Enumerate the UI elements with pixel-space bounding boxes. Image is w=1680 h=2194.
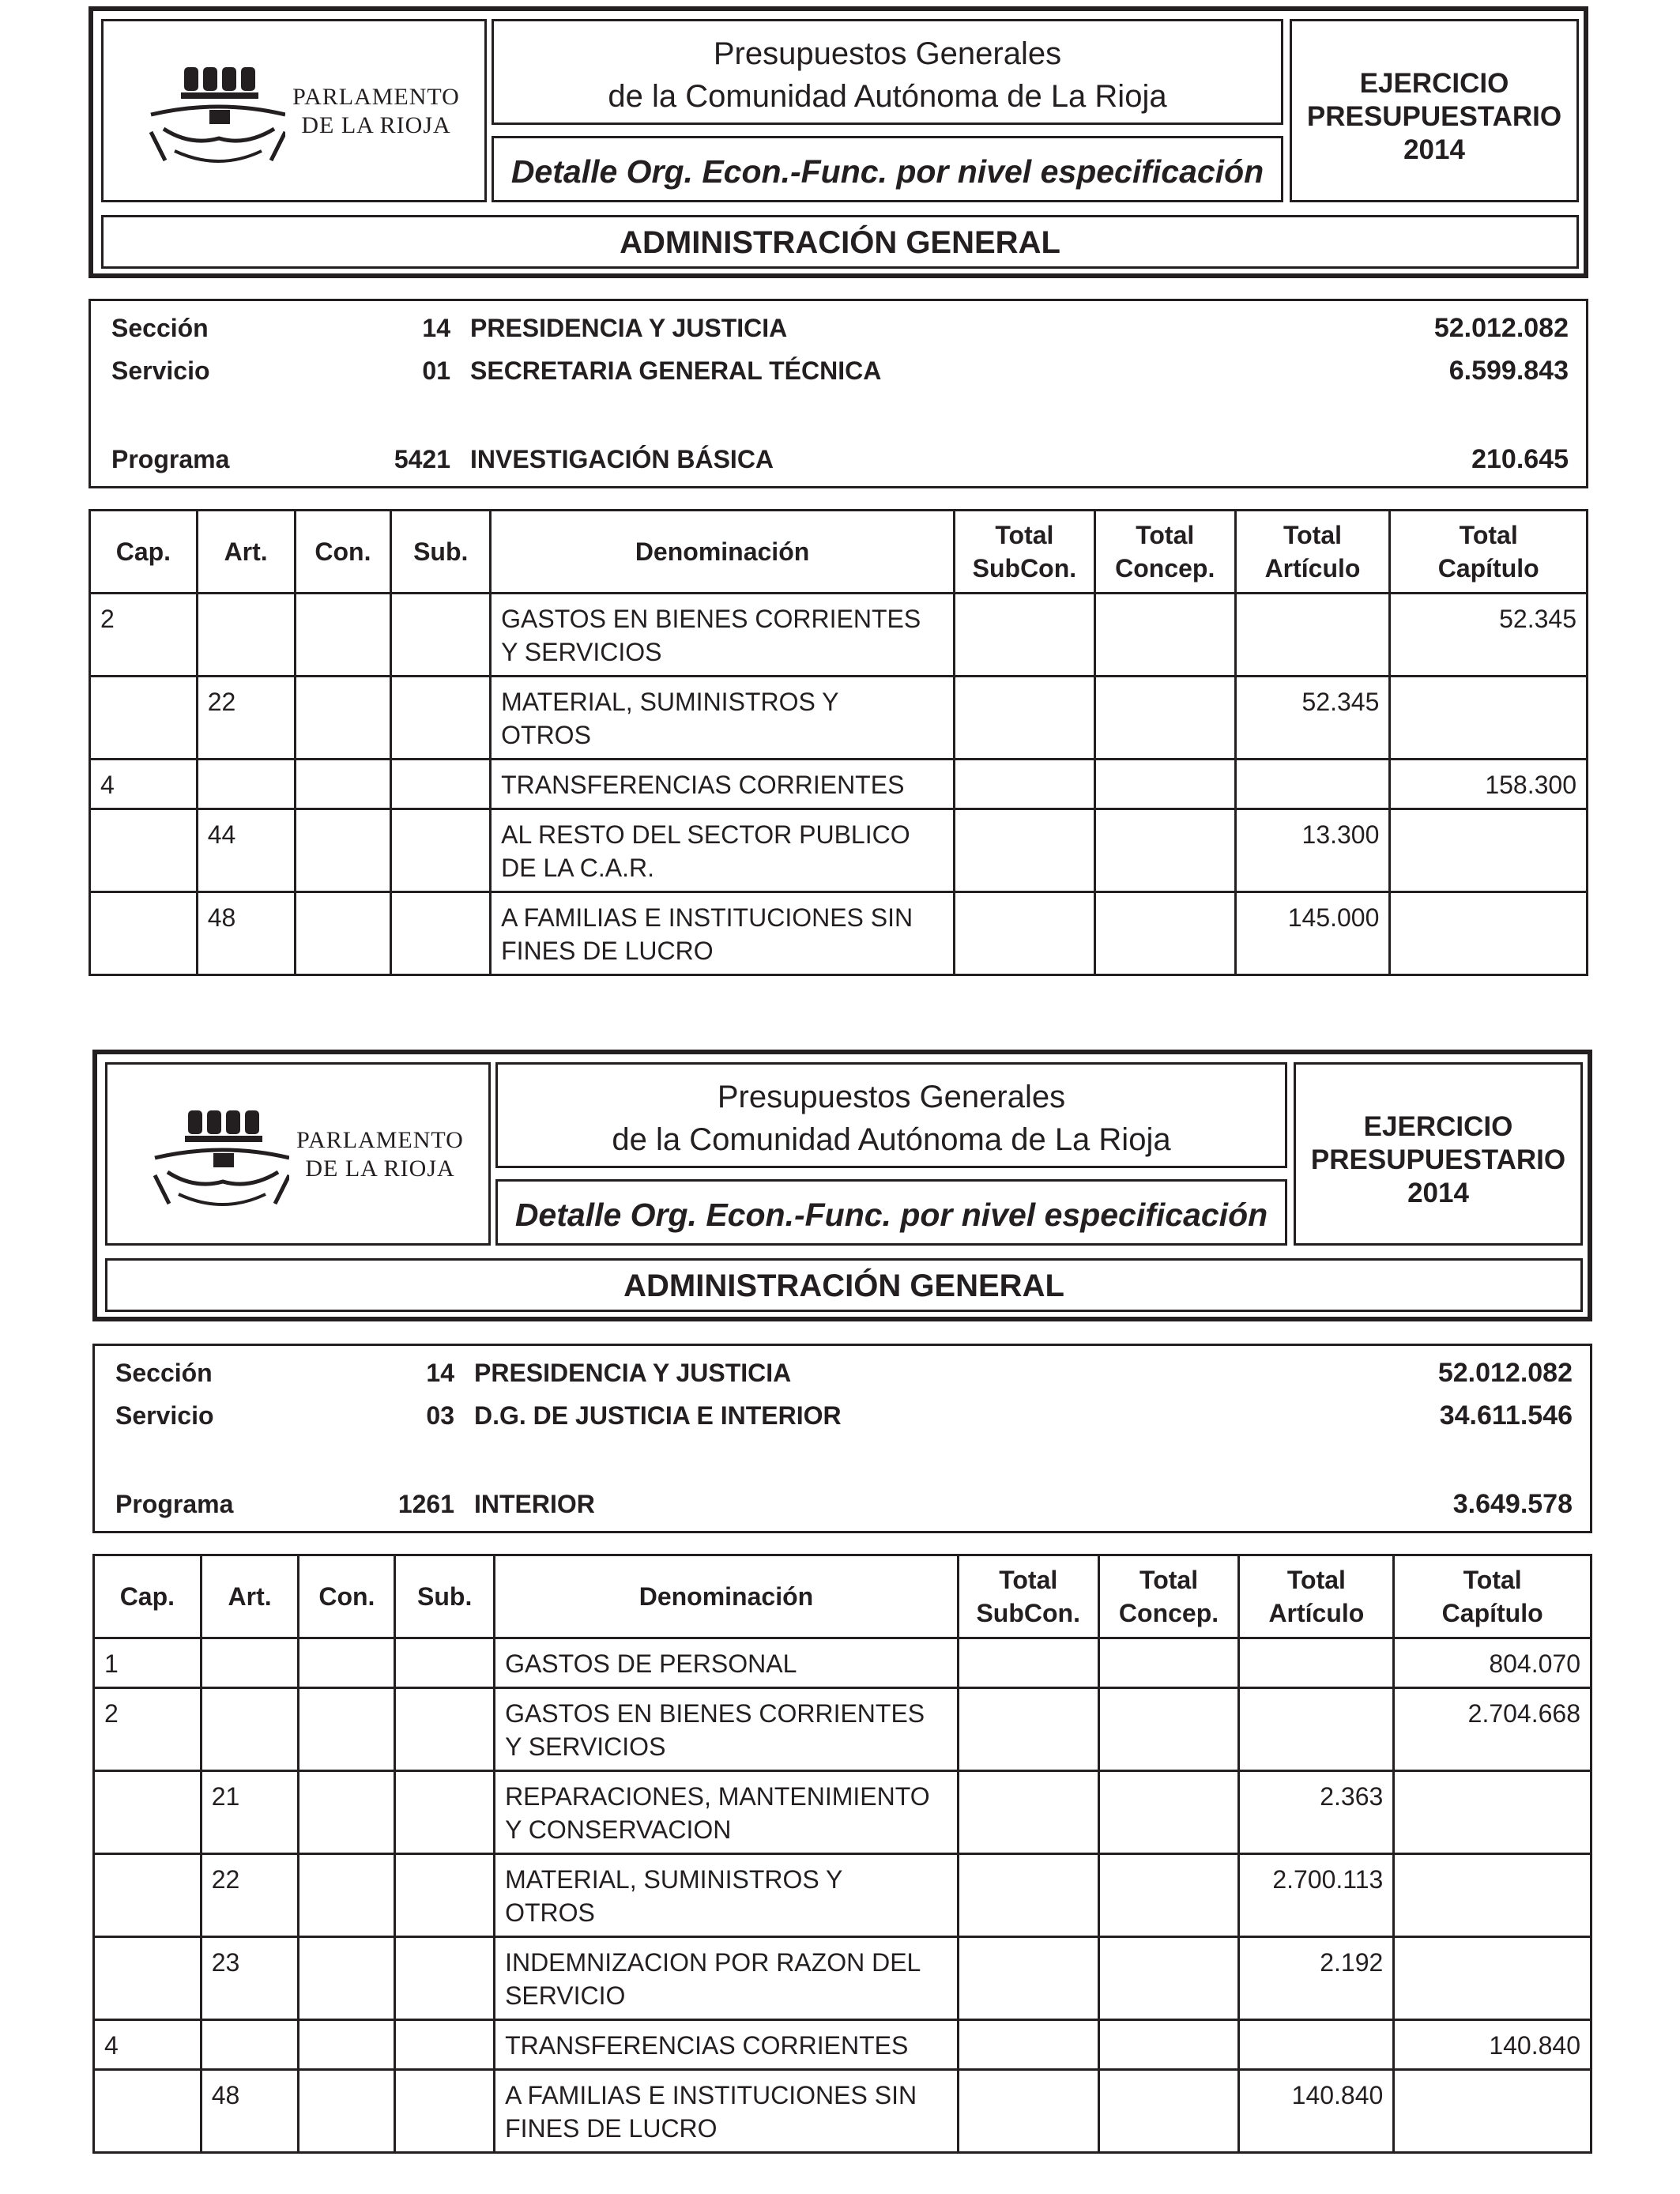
cell-cap [90,809,198,892]
cell-total-capitulo: 2.704.668 [1394,1688,1591,1771]
cell-cap [94,1854,202,1937]
denominacion-line2: FINES DE LUCRO [501,937,714,965]
cell-total-articulo: 140.840 [1239,2070,1394,2153]
cell-denominacion [491,594,955,677]
col-total-capitulo [1394,1555,1591,1638]
denominacion-line1: GASTOS DE PERSONAL [505,1649,797,1678]
cell-art: 22 [197,677,295,760]
cell-denominacion [495,1937,959,2020]
table-row [94,1937,1591,2020]
col-total-articulo [1235,511,1390,594]
col-total-concep-l2: Concep. [1115,554,1215,582]
cell-cap [94,1771,202,1854]
cell-total-capitulo [1390,677,1588,760]
table-row [90,809,1588,892]
cell-total-articulo: 2.700.113 [1239,1854,1394,1937]
servicio-code: 03 [426,1401,454,1430]
cell-total-subcon [954,677,1094,760]
subtitle-box: Detalle Org. Econ.-Func. por nivel especificación [492,136,1283,202]
programa-amount: 210.645 [1471,444,1569,474]
table-row [90,594,1588,677]
denominacion-line1: TRANSFERENCIAS CORRIENTES [501,771,905,799]
seccion-name: PRESIDENCIA Y JUSTICIA [470,314,788,342]
parliament-logo-icon [147,1096,289,1215]
cell-sub [395,1688,495,1771]
ejercicio-line2: PRESUPUESTARIO [1306,101,1562,132]
denominacion-line1: TRANSFERENCIAS CORRIENTES [505,2031,909,2060]
cell-total-capitulo [1390,892,1588,975]
cell-total-articulo [1235,760,1390,809]
denominacion-line2: OTROS [501,721,591,749]
cell-art [201,2020,299,2070]
cell-sub [391,677,491,760]
col-total-concep-l1: Total [1139,1566,1199,1594]
cell-con [299,1937,395,2020]
cell-sub [391,892,491,975]
logo-box [105,1062,491,1246]
seccion-label: Sección [111,314,209,342]
programa-label: Programa [115,1490,234,1518]
col-total-capitulo-l2: Capítulo [1441,1599,1543,1627]
table-row [94,1638,1591,1688]
logo-line1: PARLAMENTO [292,84,460,110]
cell-cap [90,892,198,975]
cell-total-capitulo: 52.345 [1390,594,1588,677]
table-row [90,760,1588,809]
cell-denominacion [495,1638,959,1688]
section-info [89,299,1588,488]
cell-total-concep [1098,2020,1239,2070]
col-total-subcon [958,1555,1098,1638]
denominacion-line2: Y SERVICIOS [501,638,662,666]
col-sub: Sub. [395,1555,495,1638]
table-row [94,2070,1591,2153]
section-info [92,1344,1592,1533]
cell-denominacion [491,809,955,892]
servicio-row [91,355,1586,386]
cell-art: 48 [197,892,295,975]
cell-denominacion [491,892,955,975]
programa-label: Programa [111,445,230,473]
cell-cap: 4 [94,2020,202,2070]
col-total-capitulo [1390,511,1588,594]
cell-con [299,2070,395,2153]
cell-total-capitulo [1394,1937,1591,2020]
cell-total-articulo [1235,594,1390,677]
col-cap: Cap. [94,1555,202,1638]
col-cap: Cap. [90,511,198,594]
denominacion-line1: INDEMNIZACION POR RAZON DEL [505,1948,921,1977]
admin-title: ADMINISTRACIÓN GENERAL [101,215,1579,269]
cell-total-capitulo [1394,1771,1591,1854]
cell-total-capitulo [1390,809,1588,892]
cell-total-articulo: 52.345 [1235,677,1390,760]
cell-total-subcon [958,1638,1098,1688]
cell-con [295,594,391,677]
cell-total-concep [1098,1771,1239,1854]
cell-total-subcon [958,2070,1098,2153]
table-body [90,594,1588,975]
cell-art: 44 [197,809,295,892]
programa-row [91,443,1586,475]
cell-total-subcon [954,760,1094,809]
col-total-subcon-l2: SubCon. [976,1599,1080,1627]
programa-amount: 3.649.578 [1452,1489,1573,1519]
cell-sub [395,1771,495,1854]
denominacion-line1: A FAMILIAS E INSTITUCIONES SIN [501,903,913,932]
col-total-capitulo-l1: Total [1459,521,1518,549]
cell-total-concep [1098,2070,1239,2153]
cell-sub [391,809,491,892]
cell-denominacion [491,677,955,760]
denominacion-line2: FINES DE LUCRO [505,2114,718,2143]
title-line2: de la Comunidad Autónoma de La Rioja [612,1122,1171,1157]
col-art: Art. [197,511,295,594]
ejercicio-year: 2014 [1407,1178,1469,1208]
col-art: Art. [201,1555,299,1638]
cell-denominacion [495,2070,959,2153]
cell-total-concep [1098,1937,1239,2020]
cell-con [295,677,391,760]
programa-code: 1261 [397,1490,454,1518]
seccion-code: 14 [422,314,450,342]
cell-total-articulo: 145.000 [1235,892,1390,975]
table-row [94,1771,1591,1854]
parliament-logo-icon [143,53,285,172]
cell-total-subcon [958,1937,1098,2020]
cell-total-capitulo: 140.840 [1394,2020,1591,2070]
table-header-row [94,1555,1591,1638]
admin-title: ADMINISTRACIÓN GENERAL [105,1258,1583,1312]
budget-table [89,509,1588,976]
cell-sub [391,594,491,677]
cell-con [299,1688,395,1771]
cell-cap: 4 [90,760,198,809]
header-frame [92,1050,1592,1321]
cell-total-articulo: 13.300 [1235,809,1390,892]
title-box [495,1062,1287,1168]
cell-total-subcon [954,892,1094,975]
cell-sub [395,1638,495,1688]
cell-denominacion [495,2020,959,2070]
cell-con [299,1771,395,1854]
cell-art: 22 [201,1854,299,1937]
cell-con [299,1854,395,1937]
denominacion-line1: MATERIAL, SUMINISTROS Y [501,688,839,716]
subtitle-box: Detalle Org. Econ.-Func. por nivel especificación [495,1179,1287,1246]
cell-total-concep [1094,760,1235,809]
col-con: Con. [299,1555,395,1638]
servicio-amount: 6.599.843 [1448,356,1569,386]
col-total-articulo-l1: Total [1286,1566,1346,1594]
ejercicio-box [1290,19,1579,202]
cell-art [197,760,295,809]
denominacion-line1: AL RESTO DEL SECTOR PUBLICO [501,820,910,849]
denominacion-line2: OTROS [505,1898,595,1927]
cell-total-subcon [958,2020,1098,2070]
cell-total-concep [1098,1854,1239,1937]
servicio-row [95,1400,1590,1431]
seccion-row [91,312,1586,344]
cell-total-concep [1098,1688,1239,1771]
cell-total-subcon [954,594,1094,677]
col-total-capitulo-l1: Total [1463,1566,1522,1594]
denominacion-line1: A FAMILIAS E INSTITUCIONES SIN [505,2081,917,2109]
cell-total-articulo [1239,1688,1394,1771]
cell-cap: 1 [94,1638,202,1688]
programa-name: INTERIOR [474,1490,595,1518]
seccion-code: 14 [426,1359,454,1387]
servicio-name: SECRETARIA GENERAL TÉCNICA [470,356,882,385]
cell-total-subcon [958,1854,1098,1937]
logo-box [101,19,487,202]
col-total-subcon-l1: Total [995,521,1054,549]
col-sub: Sub. [391,511,491,594]
seccion-amount: 52.012.082 [1433,313,1569,343]
budget-table [92,1554,1592,2154]
cell-con [295,809,391,892]
ejercicio-line1: EJERCICIO [1359,68,1509,99]
cell-total-capitulo [1394,1854,1591,1937]
cell-sub [395,2070,495,2153]
title-box [492,19,1283,125]
cell-denominacion [495,1688,959,1771]
cell-total-subcon [958,1771,1098,1854]
cell-con [299,2020,395,2070]
cell-sub [395,1854,495,1937]
cell-total-concep [1094,892,1235,975]
cell-total-concep [1094,677,1235,760]
cell-cap [90,677,198,760]
cell-denominacion [495,1854,959,1937]
denominacion-line1: MATERIAL, SUMINISTROS Y [505,1865,843,1894]
logo-text [277,1126,483,1183]
cell-denominacion [491,760,955,809]
seccion-amount: 52.012.082 [1437,1358,1573,1388]
cell-cap [94,2070,202,2153]
table-body [94,1638,1591,2153]
cell-art [201,1688,299,1771]
cell-art [201,1638,299,1688]
seccion-name: PRESIDENCIA Y JUSTICIA [474,1359,792,1387]
servicio-code: 01 [422,356,450,385]
col-total-capitulo-l2: Capítulo [1437,554,1539,582]
col-total-concep-l1: Total [1136,521,1195,549]
denominacion-line2: SERVICIO [505,1981,626,2010]
cell-con [299,1638,395,1688]
col-total-subcon-l2: SubCon. [972,554,1077,582]
cell-sub [395,1937,495,2020]
cell-total-articulo [1239,1638,1394,1688]
denominacion-line2: Y CONSERVACION [505,1815,732,1844]
denominacion-line1: GASTOS EN BIENES CORRIENTES [505,1699,925,1728]
cell-art [197,594,295,677]
cell-total-capitulo [1394,2070,1591,2153]
cell-sub [391,760,491,809]
cell-cap: 2 [90,594,198,677]
logo-line2: DE LA RIOJA [305,1155,455,1182]
programa-name: INVESTIGACIÓN BÁSICA [470,445,774,473]
seccion-label: Sección [115,1359,213,1387]
servicio-label: Servicio [115,1401,214,1430]
logo-line2: DE LA RIOJA [301,112,451,138]
ejercicio-line2: PRESUPUESTARIO [1310,1144,1566,1175]
cell-total-subcon [954,809,1094,892]
logo-text [273,83,479,140]
table-header-row [90,511,1588,594]
table-row [94,1688,1591,1771]
programa-row [95,1488,1590,1520]
cell-total-capitulo: 804.070 [1394,1638,1591,1688]
cell-con [295,760,391,809]
ejercicio-year: 2014 [1403,134,1465,165]
ejercicio-line1: EJERCICIO [1363,1111,1513,1142]
col-total-concep-l2: Concep. [1118,1599,1219,1627]
seccion-row [95,1357,1590,1389]
cell-total-subcon [958,1688,1098,1771]
cell-denominacion [495,1771,959,1854]
col-total-articulo-l2: Artículo [1268,1599,1365,1627]
table-row [90,892,1588,975]
cell-total-concep [1094,809,1235,892]
servicio-amount: 34.611.546 [1439,1400,1573,1431]
table-row [94,1854,1591,1937]
col-denominacion: Denominación [495,1555,959,1638]
cell-cap [94,1937,202,2020]
col-denominacion: Denominación [491,511,955,594]
cell-sub [395,2020,495,2070]
cell-art: 48 [201,2070,299,2153]
cell-art: 21 [201,1771,299,1854]
cell-total-articulo: 2.363 [1239,1771,1394,1854]
col-total-subcon-l1: Total [999,1566,1058,1594]
col-total-subcon [954,511,1094,594]
denominacion-line2: DE LA C.A.R. [501,854,654,882]
col-total-articulo [1239,1555,1394,1638]
cell-total-concep [1098,1638,1239,1688]
title-line1: Presupuestos Generales [717,1080,1066,1114]
cell-total-articulo: 2.192 [1239,1937,1394,2020]
cell-cap: 2 [94,1688,202,1771]
title-line2: de la Comunidad Autónoma de La Rioja [608,79,1167,114]
table-row [90,677,1588,760]
servicio-label: Servicio [111,356,210,385]
cell-art: 23 [201,1937,299,2020]
col-total-articulo-l1: Total [1283,521,1343,549]
cell-con [295,892,391,975]
table-row [94,2020,1591,2070]
col-con: Con. [295,511,391,594]
servicio-name: D.G. DE JUSTICIA E INTERIOR [474,1401,842,1430]
col-total-concep [1098,1555,1239,1638]
logo-line1: PARLAMENTO [296,1127,464,1153]
ejercicio-box [1294,1062,1583,1246]
denominacion-line1: GASTOS EN BIENES CORRIENTES [501,605,921,633]
cell-total-concep [1094,594,1235,677]
title-line1: Presupuestos Generales [713,36,1062,71]
col-total-concep [1094,511,1235,594]
col-total-articulo-l2: Artículo [1264,554,1361,582]
cell-total-capitulo: 158.300 [1390,760,1588,809]
programa-code: 5421 [394,445,450,473]
header-frame [89,6,1588,278]
denominacion-line1: REPARACIONES, MANTENIMIENTO [505,1782,930,1811]
cell-total-articulo [1239,2020,1394,2070]
denominacion-line2: Y SERVICIOS [505,1732,666,1761]
